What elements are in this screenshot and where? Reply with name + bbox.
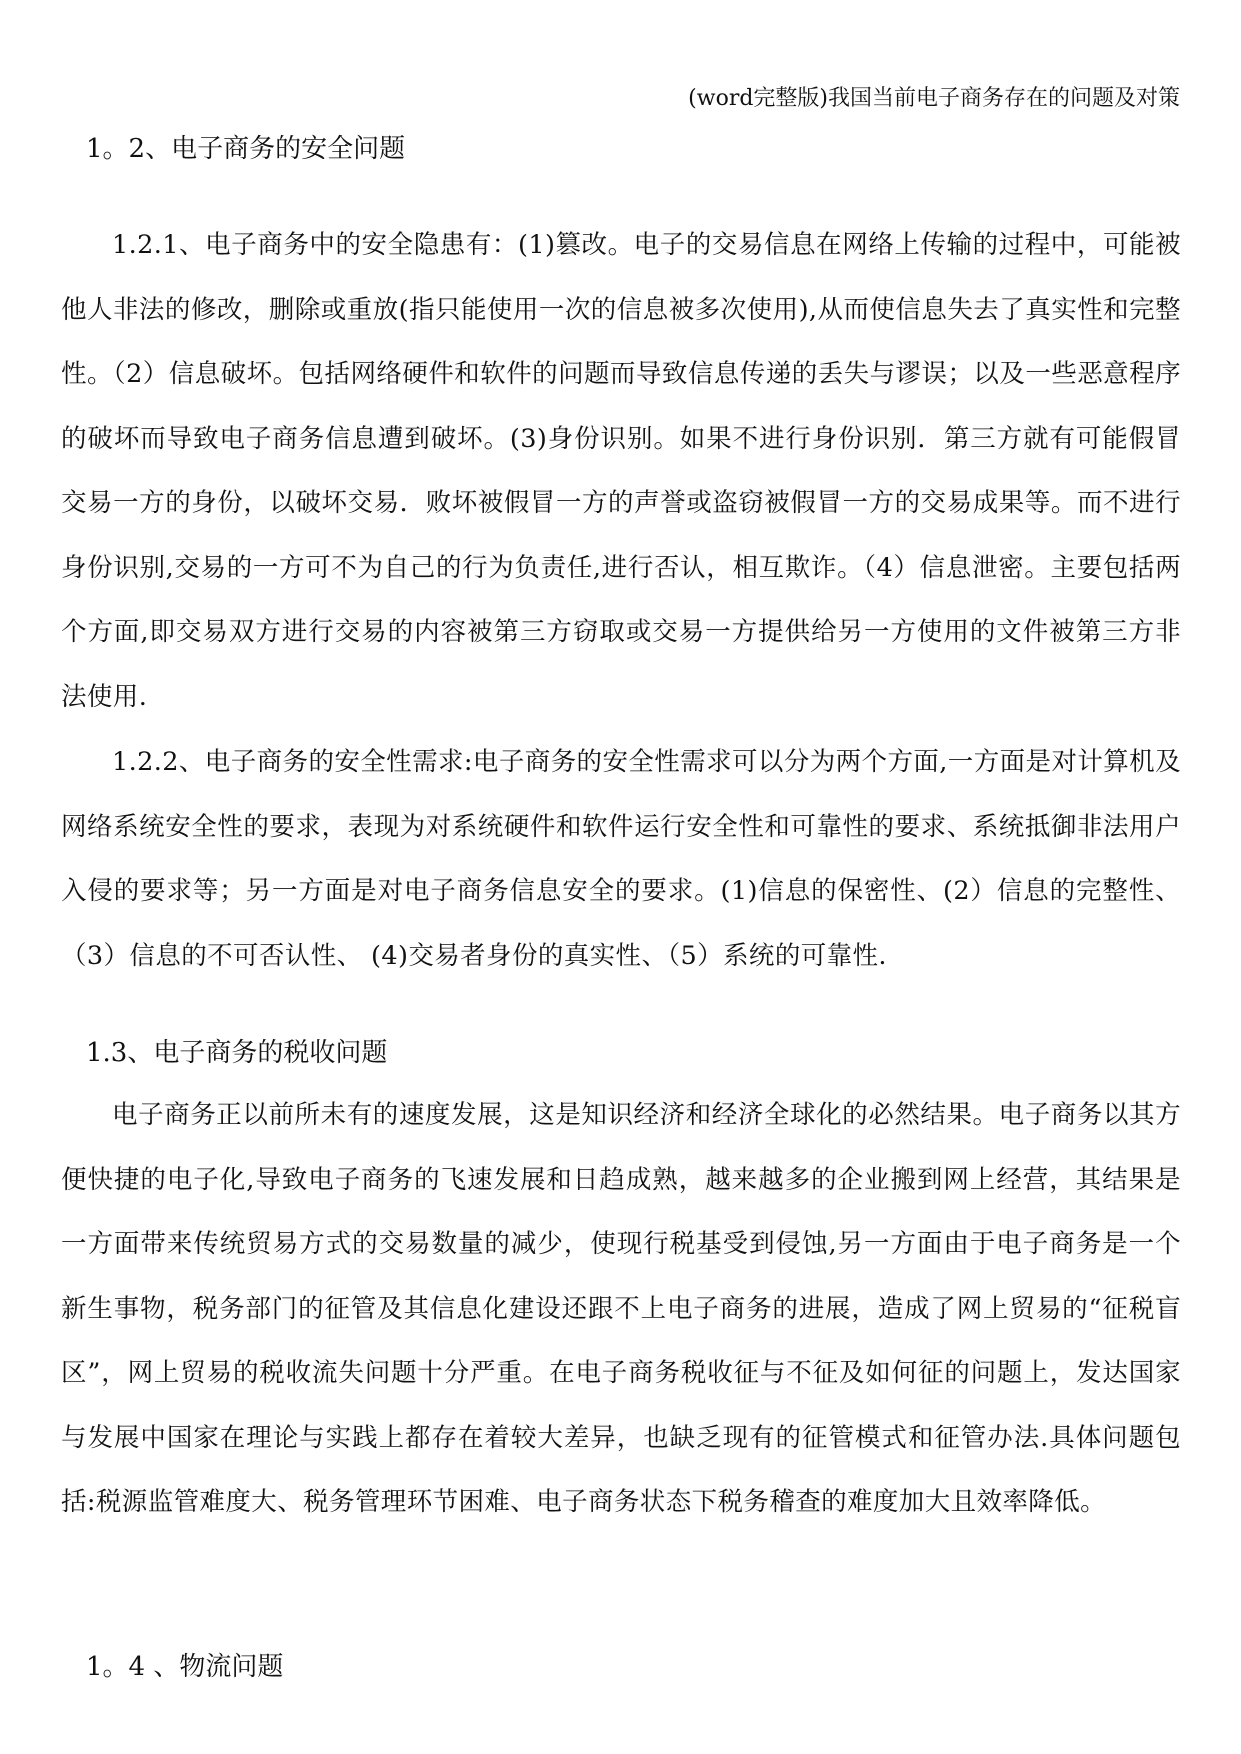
section-heading-1-2: 1。2、电子商务的安全问题 xyxy=(86,134,406,164)
section-heading-1-3: 1.3、电子商务的税收问题 xyxy=(86,1038,388,1068)
running-header: (word完整版)我国当前电子商务存在的问题及对策 xyxy=(688,86,1180,111)
paragraph-tax-issues: 电子商务正以前所未有的速度发展，这是知识经济和经济全球化的必然结果。电子商务以其方便快捷的电子化,导致电子商务的飞速发展和日趋成熟，越来越多的企业搬到网上经营，其结果是一方面带来传统贸易方式的交易数量的减少，使现行税基受到侵蚀,另一方面由于电子商务是一个新生事物，税务部门的征管及其信息化建设还跟不上电子商务的进展，造成了网上贸易的“征税盲区”，网上贸易的税收流失问题十分严重。在电子商务税收征与不征及如何征的问题上，发达国家与发展中国家在理论与实践上都存在着较大差异，也缺乏现有的征管模式和征管办法.具体问题包括:税源监管难度大、税务管理环节困难、电子商务状态下税务稽查的难度加大且效率降低。 xyxy=(61,1100,1181,1517)
section-heading-1-4: 1。4 、物流问题 xyxy=(86,1652,284,1682)
paragraph-security-risks: 1.2.1、电子商务中的安全隐患有：(1)篡改。电子的交易信息在网络上传输的过程中，可能被他人非法的修改，删除或重放(指只能使用一次的信息被多次使用),从而使信息失去了真实性和完整性。（2）信息破坏。包括网络硬件和软件的问题而导致信息传递的丢失与谬误；以及一些恶意程序的破坏而导致电子商务信息遭到破坏。(3)身份识别。如果不进行身份识别．第三方就有可能假冒交易一方的身份，以破坏交易．败坏被假冒一方的声誉或盗窃被假冒一方的交易成果等。而不进行身份识别,交易的一方可不为自己的行为负责任,进行否认，相互欺诈。（4）信息泄密。主要包括两个方面,即交易双方进行交易的内容被第三方窃取或交易一方提供给另一方使用的文件被第三方非法使用. xyxy=(61,230,1181,712)
paragraph-security-requirements: 1.2.2、电子商务的安全性需求:电子商务的安全性需求可以分为两个方面,一方面是对计算机及网络系统安全性的要求，表现为对系统硬件和软件运行安全性和可靠性的要求、系统抵御非法用户入侵的要求等；另一方面是对电子商务信息安全的要求。(1)信息的保密性、(2）信息的完整性、（3）信息的不可否认性、 (4)交易者身份的真实性、（5）系统的可靠性. xyxy=(61,747,1181,971)
